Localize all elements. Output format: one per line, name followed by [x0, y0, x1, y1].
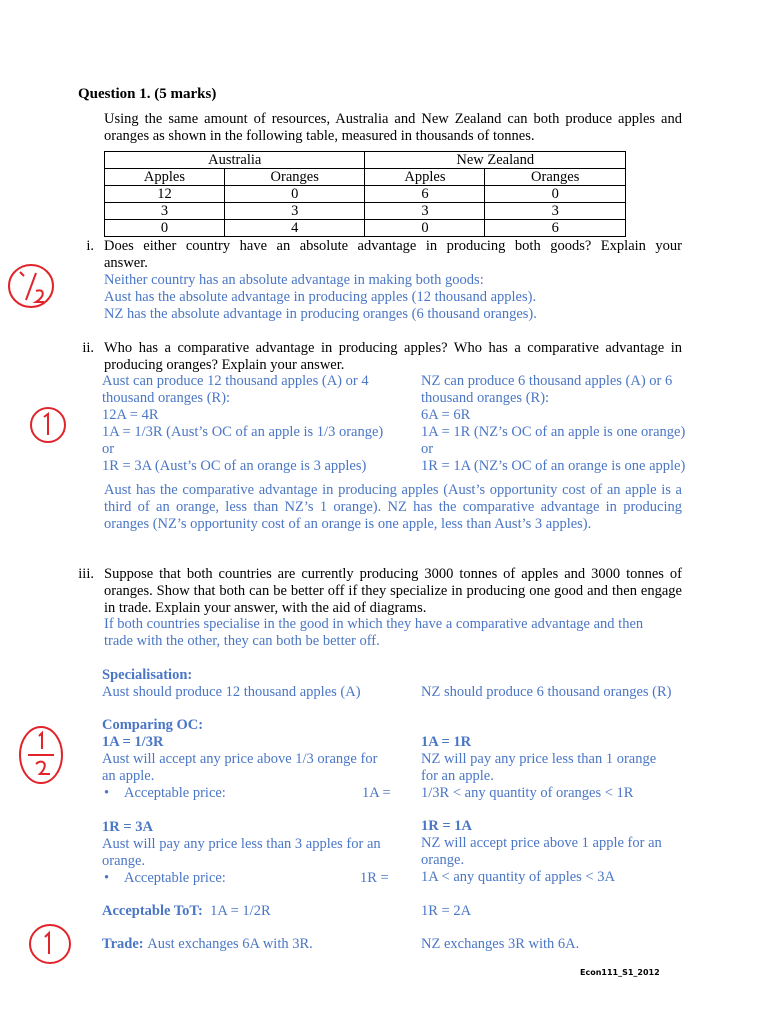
table-cell: 0 — [224, 186, 365, 203]
trade-heading: Trade: — [102, 936, 144, 952]
tot-heading: Acceptable ToT: — [102, 903, 203, 919]
bullet-icon: • — [104, 785, 110, 801]
specialisation-heading: Specialisation: — [102, 667, 193, 683]
production-table — [104, 151, 626, 237]
part-ii-nz-line: thousand oranges (R): — [421, 390, 550, 406]
bullet-label: Acceptable price: — [124, 870, 226, 886]
trade-line — [102, 936, 313, 953]
oc-aust-apple-bullet-value: 1A = — [362, 785, 391, 801]
part-ii-nz-line: 1R = 1A (NZ’s OC of an orange is one apple) — [421, 458, 686, 474]
oc-aust-orange-text: orange. — [102, 853, 146, 869]
oc-nz-apple-text: for an apple. — [421, 768, 494, 784]
mark-one-trade — [26, 921, 74, 967]
tot-nz: 1R = 2A — [421, 903, 472, 919]
part-i-question-cont: answer. — [104, 255, 148, 271]
part-i-question: Does either country have an absolute advantage in producing both goods? Explain your — [104, 238, 682, 254]
specialisation-aust: Aust should produce 12 thousand apples (A) — [102, 684, 361, 700]
oc-nz-orange-text: orange. — [421, 852, 465, 868]
mark-half-part-i — [0, 258, 60, 314]
table-column-row — [105, 169, 626, 186]
part-ii-aust-line: thousand oranges (R): — [102, 390, 231, 406]
mark-half-part-iii — [14, 722, 68, 788]
table-cell: 4 — [224, 220, 365, 237]
oc-nz-orange-range: 1A < any quantity of apples < 3A — [421, 869, 615, 885]
table-column-header: Oranges — [485, 169, 626, 186]
part-ii-aust-line: 12A = 4R — [102, 407, 159, 423]
oc-nz-apple-text: NZ will pay any price less than 1 orange — [421, 751, 657, 767]
part-i-answer-line: Neither country has an absolute advantage in making both goods: — [104, 272, 484, 288]
tot-aust: 1A = 1/2R — [210, 903, 271, 919]
table-column-header: Oranges — [224, 169, 365, 186]
part-i-answer-line: Aust has the absolute advantage in producing apples (12 thousand apples). — [104, 289, 537, 305]
bullet-icon: • — [104, 870, 110, 886]
table-cell: 3 — [485, 203, 626, 220]
oc-aust-orange-bullet-value: 1R = — [360, 870, 389, 886]
table-cell: 3 — [105, 203, 225, 220]
oc-aust-orange-bullet — [104, 870, 226, 887]
oc-nz-orange-head: 1R = 1A — [421, 818, 472, 834]
table-country-header: New Zealand — [365, 152, 626, 169]
table-country-row — [105, 152, 626, 169]
acceptable-tot — [102, 903, 271, 920]
table-cell: 6 — [485, 220, 626, 237]
part-ii-question-cont: producing oranges? Explain your answer. — [104, 357, 345, 373]
table-country-header: Australia — [105, 152, 365, 169]
table-cell: 12 — [105, 186, 225, 203]
part-ii-nz-line: NZ can produce 6 thousand apples (A) or 6 — [421, 373, 673, 389]
oc-aust-apple-bullet — [104, 785, 226, 802]
bullet-label: Acceptable price: — [124, 785, 226, 801]
table-cell: 3 — [224, 203, 365, 220]
table-row — [105, 220, 626, 237]
question-intro: Using the same amount of resources, Australia and New Zealand can both produce apples and oranges as shown in the following table, measured in thousands of tonnes. — [104, 111, 682, 144]
oc-nz-apple-range: 1/3R < any quantity of oranges < 1R — [421, 785, 634, 801]
table-row — [105, 203, 626, 220]
part-ii-nz-line: 6A = 6R — [421, 407, 471, 423]
question-title: Question 1. (5 marks) — [78, 86, 217, 102]
table-column-header: Apples — [365, 169, 485, 186]
part-ii-aust-line: 1R = 3A (Aust’s OC of an orange is 3 apples) — [102, 458, 367, 474]
part-iii-numeral: iii. — [78, 566, 94, 582]
trade-nz: NZ exchanges 3R with 6A. — [421, 936, 580, 952]
oc-nz-apple-head: 1A = 1R — [421, 734, 472, 750]
table-column-header: Apples — [105, 169, 225, 186]
part-ii-aust-line: or — [102, 441, 115, 457]
oc-aust-orange-text: Aust will pay any price less than 3 apples for an — [102, 836, 381, 852]
part-ii-numeral: ii. — [82, 340, 94, 356]
part-iii-answer-line: If both countries specialise in the good in which they have a comparative advantage and then — [104, 616, 644, 632]
part-ii-aust-line: Aust can produce 12 thousand apples (A) or 4 — [102, 373, 369, 389]
table-cell: 3 — [365, 203, 485, 220]
table-cell: 0 — [105, 220, 225, 237]
part-ii-nz-line: 1A = 1R (NZ’s OC of an apple is one orange) — [421, 424, 686, 440]
part-ii-aust-line: 1A = 1/3R (Aust’s OC of an apple is 1/3 orange) — [102, 424, 384, 440]
comparing-oc-heading: Comparing OC: — [102, 717, 204, 733]
trade-aust: Aust exchanges 6A with 3R. — [147, 936, 313, 952]
oc-nz-orange-text: NZ will accept price above 1 apple for an — [421, 835, 662, 851]
part-ii-question: Who has a comparative advantage in producing apples? Who has a comparative advantage in — [104, 340, 682, 356]
part-i-numeral: i. — [86, 238, 94, 254]
table-cell: 0 — [365, 220, 485, 237]
part-iii-answer-line: trade with the other, they can both be better off. — [104, 633, 380, 649]
oc-aust-apple-text: Aust will accept any price above 1/3 orange for — [102, 751, 378, 767]
part-ii-nz-line: or — [421, 441, 434, 457]
table-cell: 6 — [365, 186, 485, 203]
footer-course-code: Econ111_S1_2012 — [580, 968, 660, 977]
part-iii-question: Suppose that both countries are currently producing 3000 tonnes of apples and 3000 tonnes of oranges. Show that both can be better off if they specialize in producing one good and then engage in trade. Explain your answer, with the aid of diagrams. — [104, 566, 682, 616]
oc-aust-apple-head: 1A = 1/3R — [102, 734, 164, 750]
oc-aust-apple-text: an apple. — [102, 768, 155, 784]
oc-aust-orange-head: 1R = 3A — [102, 819, 153, 835]
part-i-answer-line: NZ has the absolute advantage in producing oranges (6 thousand oranges). — [104, 306, 537, 322]
part-ii-summary: Aust has the comparative advantage in producing apples (Aust’s opportunity cost of an apple is a third of an orange, less than NZ’s 1 orange). NZ has the comparative advantage in producing oranges (NZ’s opportunity cost of an orange is one apple, less than Aust’s 3 apples). — [104, 482, 682, 532]
specialisation-nz: NZ should produce 6 thousand oranges (R) — [421, 684, 672, 700]
table-row — [105, 186, 626, 203]
table-cell: 0 — [485, 186, 626, 203]
mark-one-part-ii — [28, 404, 72, 446]
